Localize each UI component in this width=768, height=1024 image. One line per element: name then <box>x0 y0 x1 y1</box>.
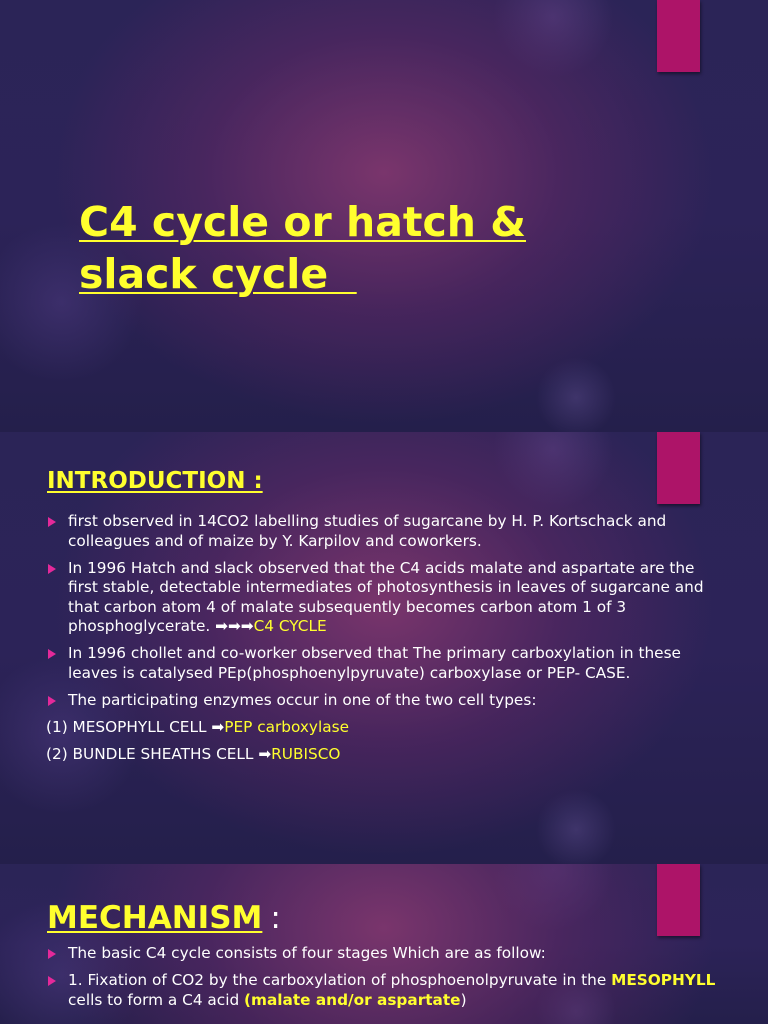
bullet-item <box>46 691 726 711</box>
stage-text: ) <box>460 990 467 1009</box>
introduction-slide <box>0 432 768 864</box>
bullet-text: The basic C4 cycle consists of four stages Which are as follow: <box>68 944 546 962</box>
arrow-icon: ➡ <box>258 744 272 763</box>
cell-type-line <box>46 745 726 765</box>
bullet-item <box>46 559 726 637</box>
enzyme-highlight: PEP carboxylase <box>224 717 349 736</box>
bullet-item <box>46 971 726 1010</box>
c4-cycle-highlight: C4 CYCLE <box>253 617 327 635</box>
mechanism-heading-text: MECHANISM <box>47 900 263 936</box>
stage-text: 1. Fixation of CO2 by the carboxylation of phosphoenolpyruvate in the <box>68 971 612 989</box>
mesophyll-highlight: MESOPHYLL <box>611 971 716 989</box>
introduction-heading: INTRODUCTION : <box>47 468 263 494</box>
mechanism-content <box>46 944 726 1018</box>
title-slide <box>0 0 768 432</box>
stage-text: cells to form a C4 acid <box>68 990 245 1009</box>
bullet-text: In 1996 chollet and co-worker observed that The primary carboxylation in these leaves is catalysed PEp(phosphoenylpyruvate) carboxylase or PEP- CASE. <box>68 644 681 682</box>
cell-type-label: (2) BUNDLE SHEATHS CELL <box>46 744 259 763</box>
cell-type-line <box>46 718 726 738</box>
arrow-icon: ➡ <box>211 717 225 736</box>
acid-highlight: (malate and/or aspartate <box>244 990 461 1009</box>
accent-bar <box>657 432 700 504</box>
bullet-text: In 1996 Hatch and slack observed that the C4 acids malate and aspartate are the first stable, detectable intermediates of photosynthesis in leaves of sugarcane and that carbon atom 4 of malate subsequently becomes carbon atom 1 of 3 phosphoglycerate. <box>68 558 704 635</box>
bullet-item <box>46 644 726 683</box>
mechanism-heading <box>47 898 281 938</box>
bullet-item <box>46 944 726 964</box>
accent-bar <box>657 0 700 72</box>
bullet-text: The participating enzymes occur in one of the two cell types: <box>68 690 537 709</box>
enzyme-highlight: RUBISCO <box>271 744 341 763</box>
introduction-content <box>46 512 726 772</box>
bullet-item <box>46 512 726 551</box>
bullet-text: first observed in 14CO2 labelling studies of sugarcane by H. P. Kortschack and colleagues and of maize by Y. Karpilov and coworkers. <box>68 512 667 550</box>
accent-bar <box>657 864 700 936</box>
mechanism-slide <box>0 864 768 1024</box>
arrow-icon: ➡➡➡ <box>215 617 254 635</box>
slide-title: C4 cycle or hatch & slack cycle <box>79 198 526 298</box>
heading-colon: : <box>270 900 281 936</box>
cell-type-label: (1) MESOPHYLL CELL <box>46 717 212 736</box>
